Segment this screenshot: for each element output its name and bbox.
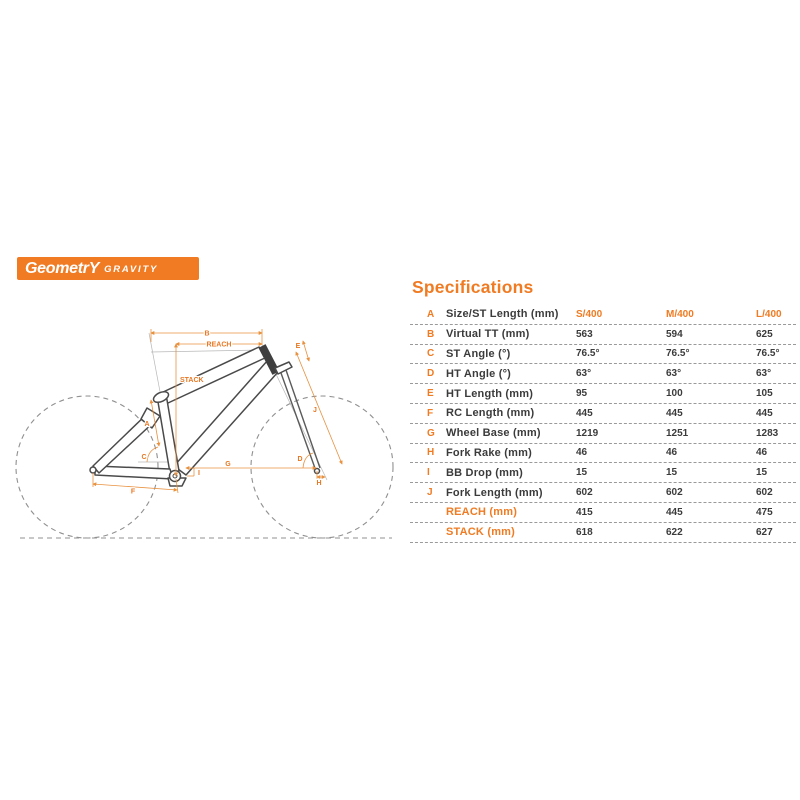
row-value: 415 [576,506,593,518]
badge-text-gravity: GRAVITY [104,263,159,275]
dim-e-line [303,341,309,361]
row-value: 63° [666,368,682,380]
spec-row [410,364,796,384]
row-letter: G [427,427,435,439]
spec-row [410,503,796,523]
row-label: ST Angle (°) [446,347,511,360]
row-label: REACH (mm) [446,506,518,519]
dim-j-line [296,352,342,464]
row-value: 15 [756,467,768,479]
row-value: S/400 [576,308,603,320]
dim-label-j: J [313,407,317,414]
row-value: 563 [576,328,593,340]
row-value: 445 [756,407,773,419]
badge-text-geometry: GeometrY [25,259,100,277]
spec-row [410,444,796,464]
spec-row [410,345,796,365]
row-letter: I [427,467,430,479]
row-label: Fork Length (mm) [446,486,543,499]
row-letter: H [427,447,435,459]
bike-geometry-diagram [0,300,430,560]
row-value: 445 [666,407,683,419]
rear-axle [90,467,96,473]
row-value: 63° [756,368,772,380]
dim-d-arc [303,453,313,468]
row-value: 445 [666,506,683,518]
row-value: 594 [666,328,683,340]
row-value: 475 [756,506,773,518]
row-letter: A [427,308,435,320]
row-value: 46 [666,447,678,459]
row-value: 602 [666,487,683,499]
dim-label-i: I [198,470,200,477]
row-value: 622 [666,526,683,538]
virtual-tt-line [151,350,262,352]
row-value: 105 [756,388,773,400]
row-value: 63° [576,368,592,380]
row-value: 100 [666,388,683,400]
spec-row [410,305,796,325]
row-label: Virtual TT (mm) [446,328,530,341]
spec-row [410,384,796,404]
row-label: RC Length (mm) [446,407,535,420]
dim-label-stack: STACK [180,377,204,384]
dim-label-d: D [297,456,303,463]
row-letter: F [427,407,434,419]
row-value: 1251 [666,427,689,439]
dim-label-e: E [295,343,301,350]
row-label: Size/ST Length (mm) [446,308,559,321]
specifications-table [410,305,796,543]
row-value: 1219 [576,427,599,439]
row-value: 46 [576,447,588,459]
row-letter: E [427,388,434,400]
dim-label-a: A [144,421,150,428]
row-value: 95 [576,388,588,400]
row-letter: D [427,368,435,380]
row-letter: B [427,328,435,340]
row-letter: C [427,348,435,360]
row-label: BB Drop (mm) [446,466,523,479]
row-value: 602 [576,487,593,499]
row-value: 15 [576,467,588,479]
row-value: 618 [576,526,593,538]
spec-row [410,463,796,483]
row-value: 625 [756,328,773,340]
row-value: 76.5° [576,348,600,360]
dim-label-h: H [316,480,322,487]
spec-row [410,424,796,444]
row-value: 445 [576,407,593,419]
row-label: STACK (mm) [446,526,516,539]
chainstay [95,466,173,479]
spec-row [410,523,796,543]
front-wheel [251,396,393,538]
row-letter: J [427,487,433,499]
row-value: 76.5° [666,348,690,360]
dim-label-reach: REACH [206,341,232,349]
specifications-title: Specifications [412,277,534,297]
row-value: L/400 [756,308,782,320]
row-label: Wheel Base (mm) [446,427,541,440]
spec-row [410,483,796,503]
row-value: 15 [666,467,678,479]
dim-label-b: B [204,330,210,338]
bottom-bracket [170,471,181,482]
row-value: M/400 [666,308,694,320]
fork-crown [275,362,292,374]
geometry-gravity-badge [17,257,199,280]
fork-leg-back [286,370,320,468]
row-value: 1283 [756,427,779,439]
dim-label-f: F [130,488,136,496]
spec-row [410,404,796,424]
row-value: 76.5° [756,348,780,360]
spec-row [410,325,796,345]
row-value: 602 [756,487,773,499]
row-value: 627 [756,526,773,538]
row-label: Fork Rake (mm) [446,446,532,459]
dim-label-c: C [141,454,147,461]
row-label: HT Angle (°) [446,367,512,380]
dim-label-g: G [225,461,231,468]
row-value: 46 [756,447,768,459]
row-label: HT Length (mm) [446,387,534,400]
